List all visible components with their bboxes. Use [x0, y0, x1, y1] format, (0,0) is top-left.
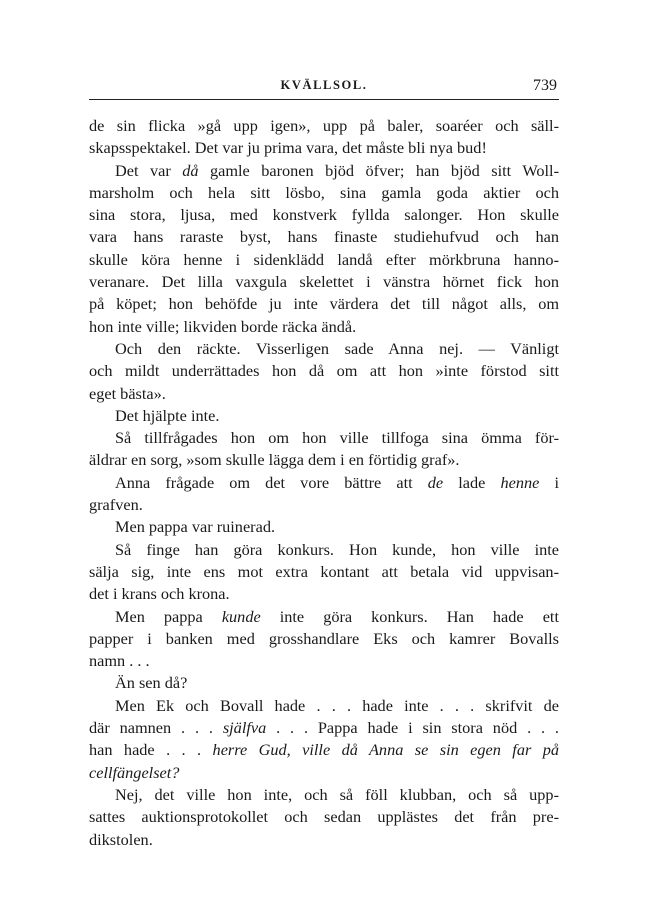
- text-run: gamle baronen bjöd öfver; han bjöd sitt Woll-: [209, 160, 559, 180]
- text-line: Och den räckte. Visserligen sade Anna nej. — Vänligt: [115, 338, 559, 358]
- text-line: hon inte ville; likviden borde räcka ändå.: [89, 316, 357, 336]
- running-title: KVÄLLSOL.: [280, 78, 368, 92]
- body-text: [89, 115, 559, 851]
- text-line: [89, 717, 559, 739]
- header-rule: [89, 99, 559, 100]
- text-line: det i krans och krona.: [89, 584, 230, 604]
- text-line: [89, 762, 559, 784]
- text-line: papper i banken med grosshandlare Eks och kamrer Bovalls: [89, 628, 559, 648]
- text-line: Men Ek och Bovall hade . . . hade inte . . . skrifvit de: [115, 695, 559, 715]
- text-run: lade: [458, 472, 486, 492]
- text-line: sina stora, ljusa, med konstverk fyllda salonger. Hon skulle: [89, 205, 559, 225]
- text-line: vara hans raraste byst, hans finaste studiehufvud och han: [89, 227, 559, 247]
- text-run: Men pappa: [115, 606, 203, 626]
- running-head: [89, 74, 559, 98]
- text-run: Det var: [115, 160, 171, 180]
- text-run: . . . Pappa hade i sin stora nöd . . .: [276, 718, 559, 738]
- text-run: där namnen . . .: [89, 718, 213, 738]
- text-line: eget bästa».: [89, 383, 166, 403]
- text-line: de sin flicka »gå upp igen», upp på baler, soaréer och säll-: [89, 116, 559, 135]
- text-line: [89, 472, 559, 494]
- text-line: namn . . .: [89, 651, 150, 671]
- text-line: [89, 606, 559, 628]
- text-line: Men pappa var ruinerad.: [115, 517, 276, 537]
- text-line: skapsspektakel. Det var ju prima vara, det måste bli nya bud!: [89, 138, 487, 158]
- text-line: äldrar en sorg, »som skulle lägga dem i en förtidig graf».: [89, 450, 460, 470]
- emphasis: herre Gud, ville då Anna se sin egen far på: [212, 740, 560, 760]
- text-line: grafven.: [89, 495, 143, 515]
- text-line: dikstolen.: [89, 829, 153, 849]
- text-line: veranare. Det lilla vaxgula skelettet i vänstra hörnet fick hon: [89, 272, 559, 292]
- text-line: och mildt underrättades hon då om att hon »inte förstod sitt: [89, 361, 559, 381]
- text-line: Det hjälpte inte.: [115, 405, 220, 425]
- text-run: i: [554, 472, 559, 492]
- text-line: skulle köra henne i sidenklädd landå efter mörkbruna hanno-: [89, 249, 559, 269]
- emphasis: kunde: [221, 606, 261, 626]
- text-line: Än sen då?: [115, 673, 188, 693]
- text-run: inte göra konkurs. Han hade ett: [279, 606, 559, 626]
- emphasis: henne: [500, 472, 540, 492]
- text-run: han hade . . .: [89, 740, 202, 760]
- text-run: Anna frågade om det vore bättre att: [115, 472, 413, 492]
- text-line: Så tillfrågades hon om hon ville tillfoga sina ömma för-: [115, 428, 559, 448]
- emphasis: cellfängelset?: [89, 762, 180, 782]
- emphasis: då: [182, 160, 199, 180]
- text-line: [89, 739, 559, 761]
- text-line: sattes auktionsprotokollet och sedan upplästes det från pre-: [89, 807, 559, 827]
- text-line: marsholm och hela sitt lösbo, sina gamla goda aktier och: [89, 182, 559, 202]
- text-line: på köpet; hon behöfde ju inte värdera det till något alls, om: [89, 294, 559, 314]
- text-line: sälja sig, inte ens mot extra kontant att betala vid uppvisan-: [89, 561, 559, 581]
- text-line: [89, 160, 559, 182]
- text-line: Så finge han göra konkurs. Hon kunde, hon ville inte: [115, 539, 559, 559]
- text-line: Nej, det ville hon inte, och så föll klubban, och så upp-: [115, 784, 559, 804]
- page-number: 739: [533, 77, 557, 94]
- emphasis: de: [427, 472, 444, 492]
- emphasis: själfva: [222, 718, 267, 738]
